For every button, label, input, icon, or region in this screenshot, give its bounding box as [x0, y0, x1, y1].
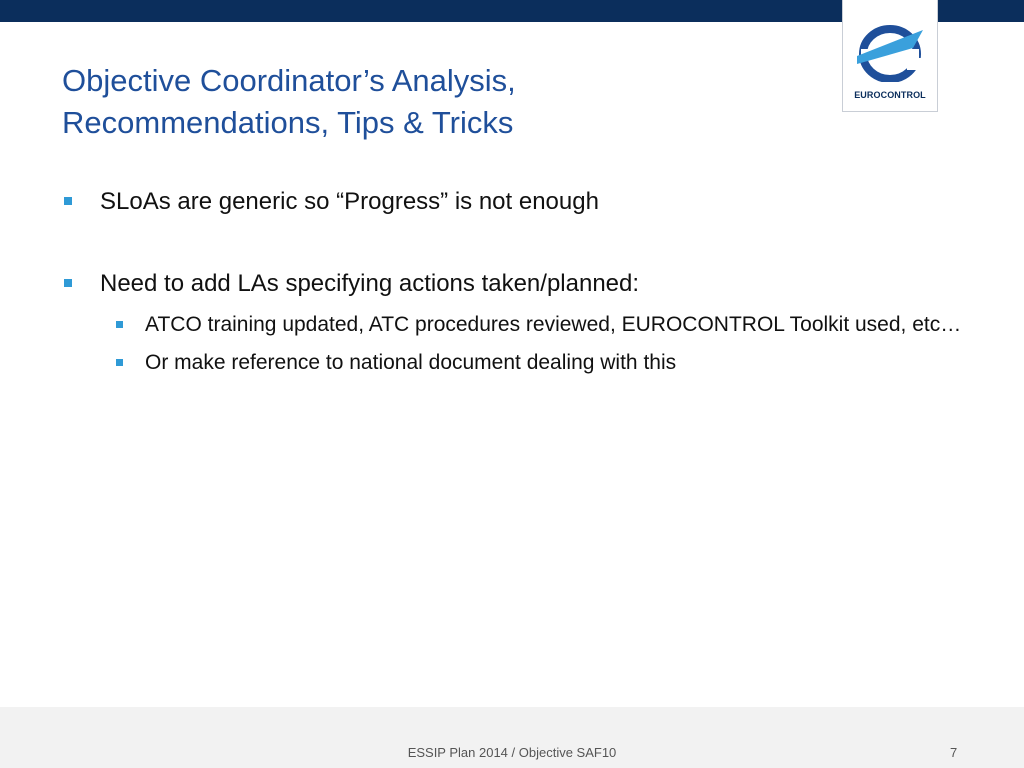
bullet-text: SLoAs are generic so “Progress” is not enough — [100, 188, 599, 215]
bullet-item — [62, 267, 962, 301]
sub-bullet-text: ATCO training updated, ATC procedures reviewed, EUROCONTROL Toolkit used, etc… — [145, 313, 962, 336]
page-number: 7 — [950, 745, 958, 760]
square-bullet-icon — [64, 197, 72, 205]
logo-text: EUROCONTROL — [854, 90, 926, 100]
sub-bullet-text: Or make reference to national document dealing with this — [145, 351, 677, 374]
slide-footer — [0, 707, 1024, 768]
square-bullet-icon — [116, 359, 123, 366]
sub-bullet-item — [62, 311, 962, 339]
eurocontrol-emblem-icon — [853, 20, 927, 82]
slide-body — [62, 185, 962, 377]
square-bullet-icon — [116, 321, 123, 328]
footer-text: ESSIP Plan 2014 / Objective SAF10 — [407, 745, 617, 760]
square-bullet-icon — [64, 279, 72, 287]
bullet-text: Need to add LAs specifying actions taken/planned: — [100, 270, 640, 297]
sub-bullet-item — [62, 349, 962, 377]
slide-title-line-2: Recommendations, Tips & Tricks — [62, 105, 514, 140]
slide-title — [62, 60, 822, 144]
bullet-item — [62, 185, 962, 219]
eurocontrol-logo — [842, 0, 938, 112]
slide-title-line-1: Objective Coordinator’s Analysis, — [62, 63, 516, 98]
